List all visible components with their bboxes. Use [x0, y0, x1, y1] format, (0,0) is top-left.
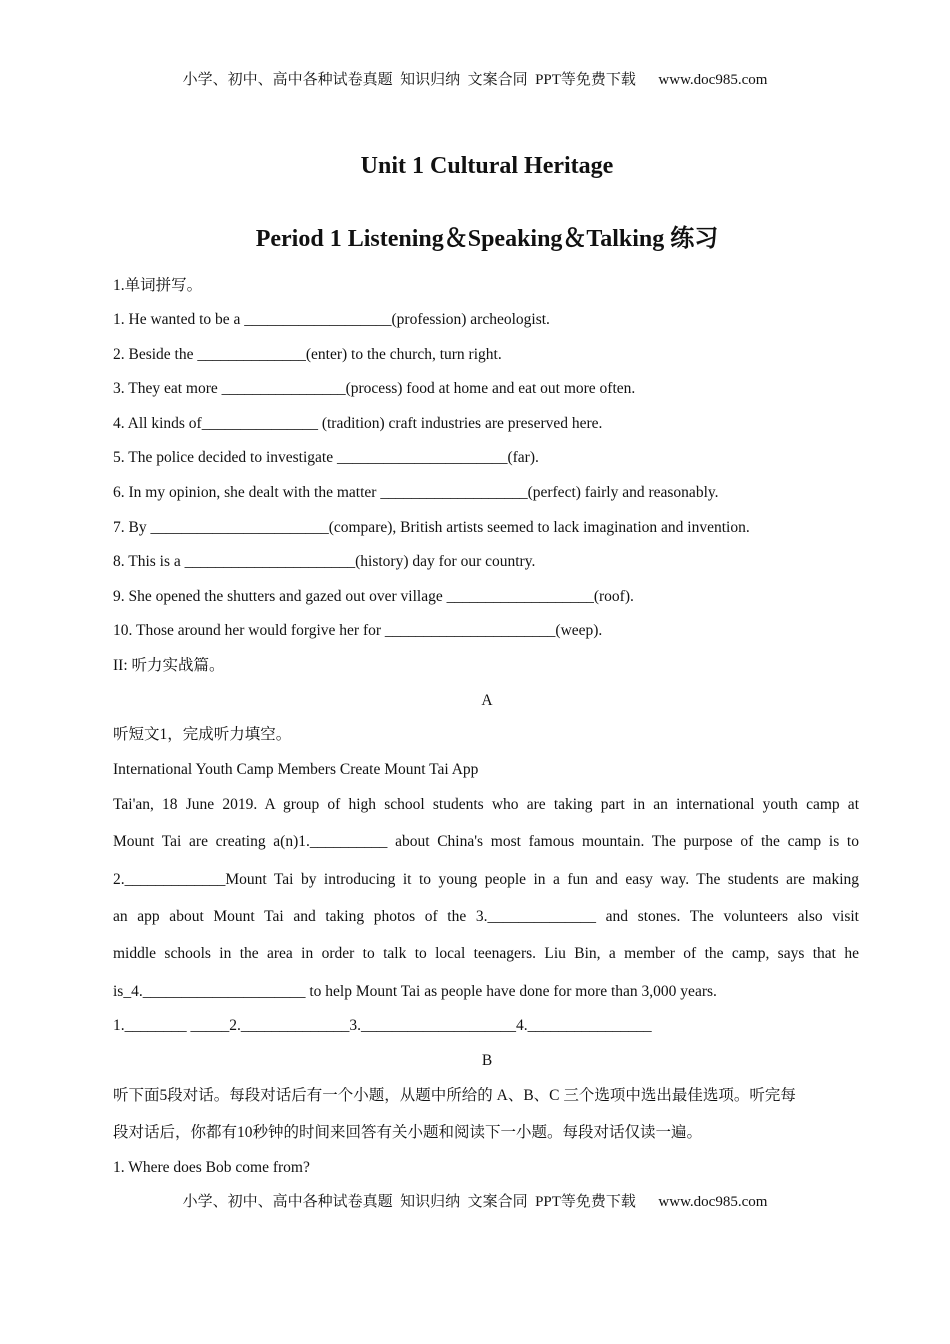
part-a-instruction: 听短文1，完成听力填空。	[113, 726, 292, 743]
document-title: Unit 1 Cultural Heritage	[360, 153, 614, 179]
section1-heading: 1.单词拼写。	[113, 277, 203, 294]
document-subtitle: Period 1 Listening＆Speaking＆Talking 练习	[255, 226, 719, 252]
question-1: 1. Where does Bob come from?	[113, 1159, 310, 1176]
page-header: 小学、初中、高中各种试卷真题 知识归纳 文案合同 PPT等免费下载 www.doc985.com	[182, 72, 768, 88]
exercise-item-8: 8. This is a ______________________(history) day for our country.	[113, 553, 536, 570]
paragraph-line: Tai'an, 18 June 2019. A group of high school students who are taking part in an international youth camp at	[113, 796, 859, 813]
part-b-instruction-line: 段对话后，你都有10秒钟的时间来回答有关小题和阅读下一小题。每段对话仅读一遍。	[113, 1124, 703, 1141]
paragraph-line: Mount Tai are creating a(n)1.__________ about China's most famous mountain. The purpose of the camp is to	[113, 833, 859, 850]
paragraph-line: middle schools in the area in order to talk to local teenagers. Liu Bin, a member of the camp, says that he	[113, 945, 859, 962]
exercise-item-6: 6. In my opinion, she dealt with the matter ___________________(perfect) fairly and reasonably.	[113, 484, 719, 501]
paragraph-line: is_4._____________________ to help Mount Tai as people have done for more than 3,000 years.	[113, 983, 717, 1000]
part-b-instruction-line: 听下面5段对话。每段对话后有一个小题，从题中所给的 A、B、C 三个选项中选出最佳选项。听完每	[113, 1087, 796, 1104]
exercise-item-7: 7. By _______________________(compare), British artists seemed to lack imagination and invention.	[113, 519, 750, 536]
paragraph-line: an app about Mount Tai and taking photos of the 3.______________ and stones. The volunteers also visit	[113, 908, 859, 925]
part-a-label: A	[481, 692, 493, 709]
part-b-label: B	[481, 1052, 493, 1069]
answer-blanks: 1.________ _____2.______________3.____________________4.________________	[113, 1017, 652, 1034]
exercise-item-4: 4. All kinds of_______________ (tradition) craft industries are preserved here.	[113, 415, 603, 432]
exercise-item-9: 9. She opened the shutters and gazed out over village ___________________(roof).	[113, 588, 634, 605]
page-footer: 小学、初中、高中各种试卷真题 知识归纳 文案合同 PPT等免费下载 www.doc985.com	[182, 1194, 768, 1210]
section2-heading: II: 听力实战篇。	[113, 657, 225, 674]
exercise-item-3: 3. They eat more ________________(process) food at home and eat out more often.	[113, 380, 636, 397]
paragraph-line: 2._____________Mount Tai by introducing it to young people in a fun and easy way. The students are making	[113, 871, 859, 888]
exercise-item-10: 10. Those around her would forgive her for ______________________(weep).	[113, 622, 603, 639]
exercise-item-2: 2. Beside the ______________(enter) to the church, turn right.	[113, 346, 502, 363]
article-title: International Youth Camp Members Create Mount Tai App	[113, 761, 479, 778]
exercise-item-5: 5. The police decided to investigate ______________________(far).	[113, 449, 539, 466]
exercise-item-1: 1. He wanted to be a ___________________(profession) archeologist.	[113, 311, 550, 328]
